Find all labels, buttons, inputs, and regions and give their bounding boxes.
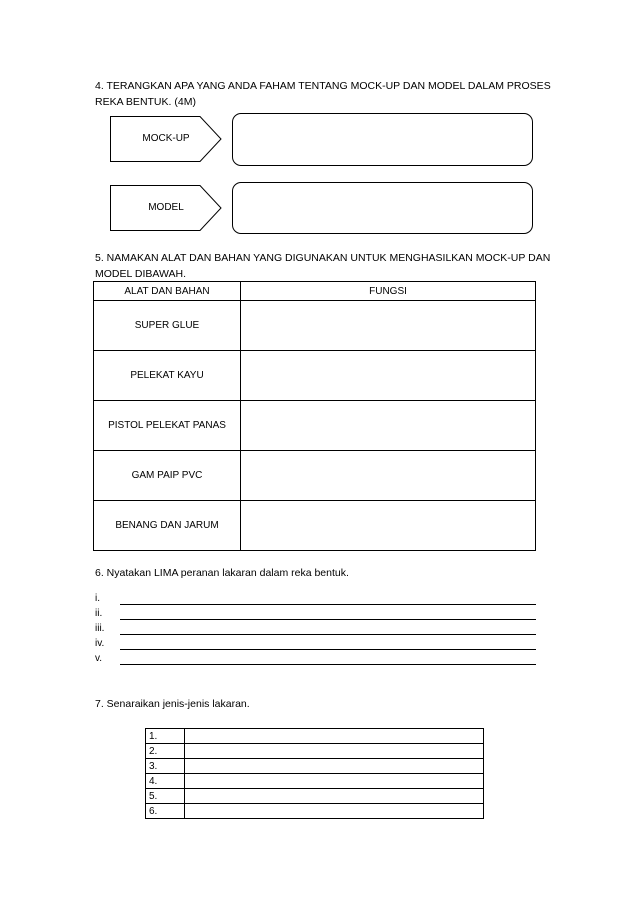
underline [120,619,536,620]
table-row [146,789,484,804]
mockup-label: MOCK-UP [142,133,190,144]
question-7: 7. Senaraikan jenis-jenis lakaran. [95,698,250,710]
question-6: 6. Nyatakan LIMA peranan lakaran dalam reka bentuk. [95,567,349,579]
tool-name: SUPER GLUE [94,301,241,351]
answer-line-ii[interactable] [95,608,536,623]
underline [120,634,536,635]
model-label: MODEL [148,202,184,213]
answer-cell[interactable] [185,804,484,819]
answer-cell[interactable] [185,774,484,789]
tool-name: PELEKAT KAYU [94,351,241,401]
table-row [146,744,484,759]
tool-name: BENANG DAN JARUM [94,501,241,551]
function-cell[interactable] [241,401,536,451]
answer-line-iv[interactable] [95,638,536,653]
table-row [146,759,484,774]
underline [120,649,536,650]
tools-table-header [94,282,536,301]
table-row [94,351,536,401]
function-cell[interactable] [241,451,536,501]
numeral: v. [95,653,103,664]
table-row [94,301,536,351]
table-row [94,501,536,551]
answer-line-iii[interactable] [95,623,536,638]
tools-table [93,281,536,551]
tool-name: PISTOL PELEKAT PANAS [94,401,241,451]
question-5-line-1: 5. NAMAKAN ALAT DAN BAHAN YANG DIGUNAKAN UNTUK MENGHASILKAN MOCK-UP DAN [95,252,551,264]
header-tools: ALAT DAN BAHAN [94,282,241,301]
function-cell[interactable] [241,501,536,551]
table-row [94,401,536,451]
answer-line-i[interactable] [95,593,536,608]
question-5-line-2: MODEL DIBAWAH. [95,268,187,280]
table-row [94,451,536,501]
mockup-answer-box[interactable] [232,113,533,166]
tool-name: GAM PAIP PVC [94,451,241,501]
answer-cell[interactable] [185,744,484,759]
question-4-line-1: 4. TERANGKAN APA YANG ANDA FAHAM TENTANG MOCK-UP DAN MODEL DALAM PROSES [95,80,551,92]
sketch-types-table [145,728,484,819]
numeral: i. [95,593,100,604]
row-number: 3. [146,759,185,774]
header-function: FUNGSI [241,282,536,301]
answer-cell[interactable] [185,789,484,804]
question-4 [95,78,551,110]
row-number: 2. [146,744,185,759]
mockup-arrow-box [110,116,222,162]
model-arrow-box [110,185,222,231]
row-number: 6. [146,804,185,819]
answer-cell[interactable] [185,759,484,774]
function-cell[interactable] [241,351,536,401]
row-number: 1. [146,729,185,744]
question-5 [95,250,550,282]
numeral: iii. [95,623,105,634]
numeral: iv. [95,638,105,649]
answer-line-v[interactable] [95,653,536,668]
question-4-line-2: REKA BENTUK. (4M) [95,96,196,108]
function-cell[interactable] [241,301,536,351]
answer-cell[interactable] [185,729,484,744]
row-number: 5. [146,789,185,804]
numeral: ii. [95,608,103,619]
underline [120,664,536,665]
underline [120,604,536,605]
table-row [146,729,484,744]
model-answer-box[interactable] [232,182,533,234]
table-row [146,774,484,789]
table-row [146,804,484,819]
row-number: 4. [146,774,185,789]
